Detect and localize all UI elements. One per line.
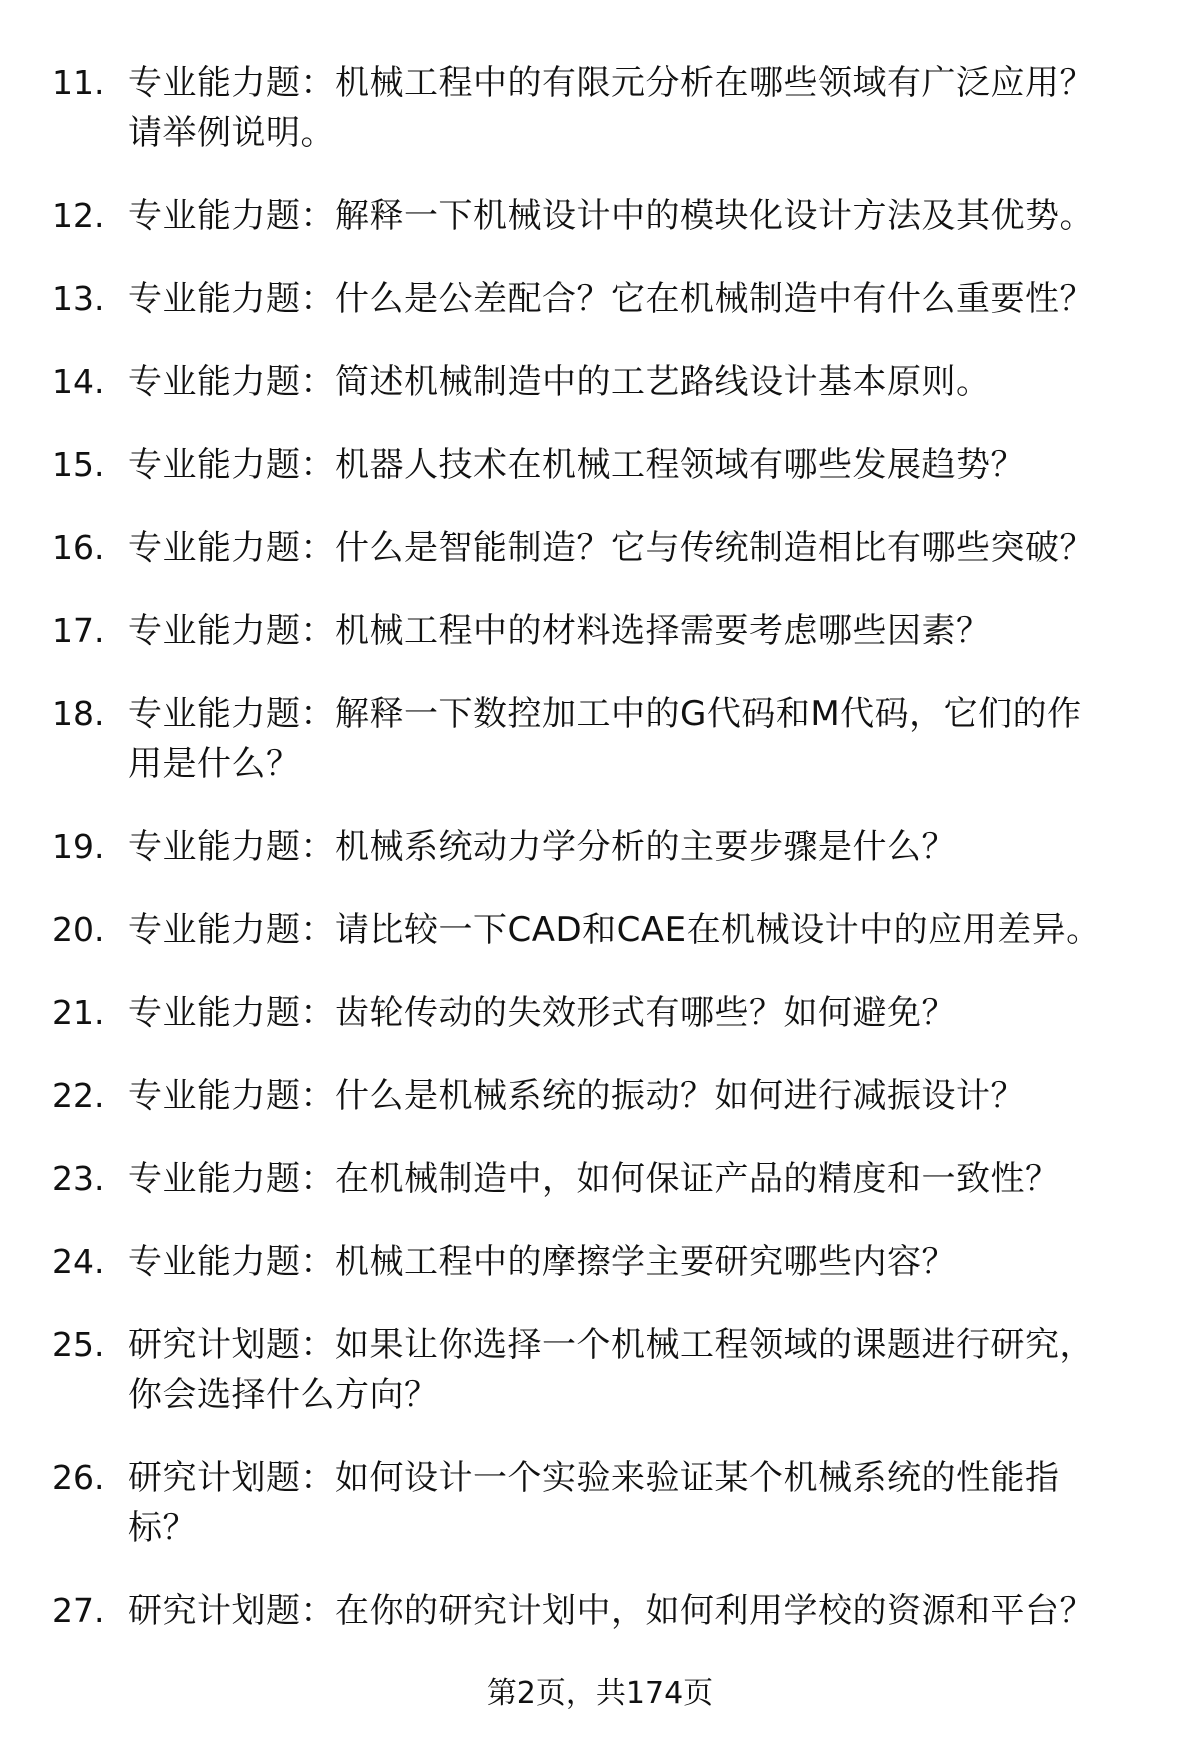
question-item [0, 1154, 1200, 1204]
question-text-line: 专业能力题：解释一下机械设计中的模块化设计方法及其优势。 [128, 196, 1094, 236]
question-text-line: 专业能力题：机械工程中的有限元分析在哪些领域有广泛应用？ [128, 63, 1094, 103]
page-number: 第2页，共174页 [486, 1676, 714, 1711]
question-number: 14. [52, 362, 105, 401]
question-text [128, 988, 1200, 1038]
question-text [128, 357, 1200, 407]
question-number: 19. [52, 827, 105, 866]
question-number: 11. [52, 63, 105, 102]
question-text-line: 专业能力题：机器人技术在机械工程领域有哪些发展趋势？ [128, 445, 1025, 485]
question-number: 15. [52, 445, 105, 484]
question-text [128, 1586, 1200, 1636]
question-item [0, 1320, 1200, 1420]
question-number: 27. [52, 1591, 105, 1630]
question-text-line: 专业能力题：齿轮传动的失效形式有哪些？如何避免？ [128, 993, 956, 1033]
question-number: 23. [52, 1159, 105, 1198]
question-text [128, 191, 1200, 241]
question-number: 13. [52, 279, 105, 318]
question-item [0, 440, 1200, 490]
question-text-line: 请举例说明。 [128, 113, 335, 153]
question-text-line: 你会选择什么方向？ [128, 1375, 439, 1415]
question-item [0, 357, 1200, 407]
question-text-line: 专业能力题：简述机械制造中的工艺路线设计基本原则。 [128, 362, 991, 402]
question-text-line: 专业能力题：请比较一下CAD和CAE在机械设计中的应用差异。 [128, 910, 1101, 950]
question-text [128, 606, 1200, 656]
question-number: 25. [52, 1325, 105, 1364]
question-item [0, 191, 1200, 241]
question-text [128, 905, 1200, 955]
question-text-line: 专业能力题：什么是智能制造？它与传统制造相比有哪些突破？ [128, 528, 1094, 568]
question-item [0, 523, 1200, 573]
question-item [0, 988, 1200, 1038]
question-text [128, 1237, 1200, 1287]
question-text-line: 用是什么？ [128, 744, 301, 784]
question-item [0, 905, 1200, 955]
question-number: 16. [52, 528, 105, 567]
question-text [128, 689, 1200, 789]
question-number: 12. [52, 196, 105, 235]
question-text-line: 标？ [128, 1508, 197, 1548]
question-text-line: 专业能力题：机械工程中的材料选择需要考虑哪些因素？ [128, 611, 991, 651]
question-text [128, 1320, 1200, 1420]
question-text-line: 专业能力题：解释一下数控加工中的G代码和M代码，它们的作 [128, 694, 1082, 734]
question-item [0, 689, 1200, 789]
question-item [0, 1453, 1200, 1553]
question-text-line: 专业能力题：机械系统动力学分析的主要步骤是什么？ [128, 827, 956, 867]
question-text [128, 523, 1200, 573]
question-text-line: 专业能力题：什么是机械系统的振动？如何进行减振设计？ [128, 1076, 1025, 1116]
question-number: 18. [52, 694, 105, 733]
question-text-line: 研究计划题：如果让你选择一个机械工程领域的课题进行研究， [128, 1325, 1094, 1365]
question-number: 26. [52, 1458, 105, 1497]
question-text-line: 研究计划题：在你的研究计划中，如何利用学校的资源和平台？ [128, 1591, 1094, 1631]
question-text [128, 1154, 1200, 1204]
question-text-line: 专业能力题：机械工程中的摩擦学主要研究哪些内容？ [128, 1242, 956, 1282]
question-text [128, 822, 1200, 872]
question-number: 22. [52, 1076, 105, 1115]
question-text [128, 440, 1200, 490]
question-text [128, 274, 1200, 324]
question-text [128, 1071, 1200, 1121]
question-item [0, 274, 1200, 324]
question-text-line: 专业能力题：在机械制造中，如何保证产品的精度和一致性？ [128, 1159, 1060, 1199]
question-item [0, 822, 1200, 872]
question-item [0, 1071, 1200, 1121]
question-text-line: 研究计划题：如何设计一个实验来验证某个机械系统的性能指 [128, 1458, 1060, 1498]
question-item [0, 1586, 1200, 1636]
question-item [0, 1237, 1200, 1287]
question-text [128, 58, 1200, 158]
question-number: 17. [52, 611, 105, 650]
question-number: 20. [52, 910, 105, 949]
question-number: 21. [52, 993, 105, 1032]
question-list [0, 58, 1200, 1669]
question-item [0, 606, 1200, 656]
question-text-line: 专业能力题：什么是公差配合？它在机械制造中有什么重要性？ [128, 279, 1094, 319]
question-number: 24. [52, 1242, 105, 1281]
question-item [0, 58, 1200, 158]
question-text [128, 1453, 1200, 1553]
